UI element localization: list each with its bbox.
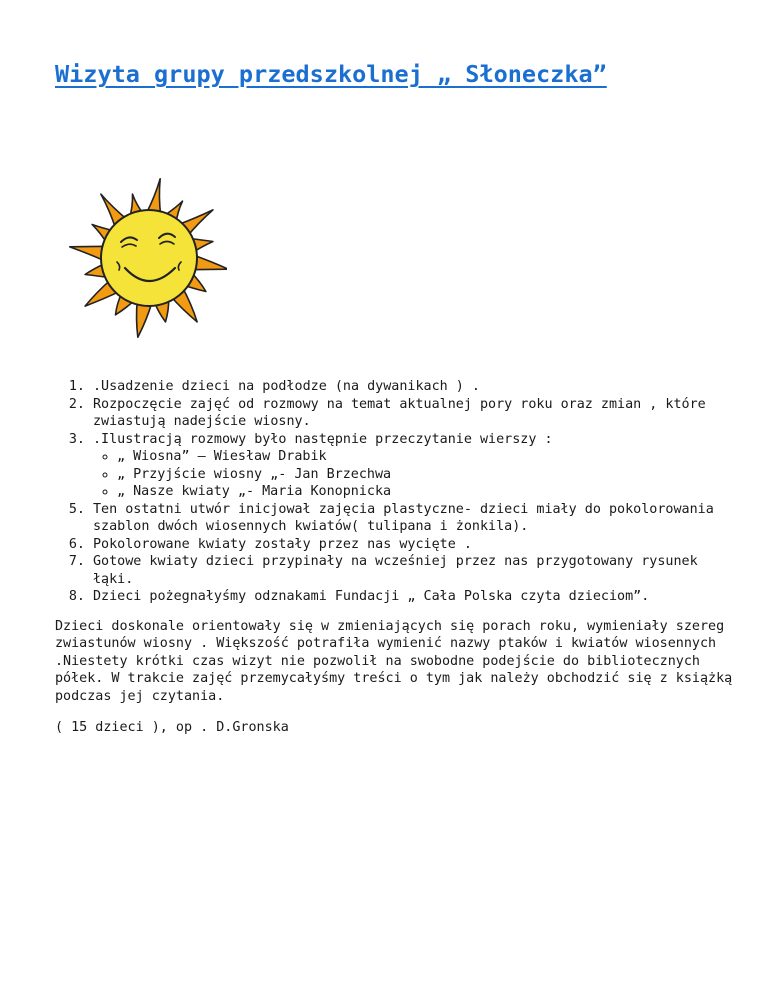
poem-item: ◦ „ Przyjście wiosny „- Jan Brzechwa (117, 466, 735, 484)
list-item: 2. Rozpoczęcie zajęć od rozmowy na temat aktualnej pory roku oraz zmian , które zwiastują nadejście wiosny. (93, 396, 735, 431)
signature: ( 15 dzieci ), op . D.Gronska (55, 720, 289, 735)
list-item: 1. .Usadzenie dzieci na podłodze (na dywanikach ) . (93, 378, 735, 396)
activity-list (55, 378, 735, 606)
list-item: 6. Pokolorowane kwiaty zostały przez nas wycięte . (93, 536, 735, 554)
poem-list (93, 448, 735, 501)
list-item-text: .Ilustracją rozmowy było następnie przeczytanie wierszy : (93, 431, 553, 447)
list-item: 7. Gotowe kwiaty dzieci przypinały na wcześniej przez nas przygotowany rysunek łąki. (93, 553, 735, 588)
poem-item: ◦ „ Nasze kwiaty „- Maria Konopnicka (117, 483, 735, 501)
main-content (55, 378, 735, 737)
poem-item: ◦ „ Wiosna” – Wiesław Drabik (117, 448, 735, 466)
summary-paragraph: Dzieci doskonale orientowały się w zmieniających się porach roku, wymieniały szereg zwiastunów wiosny . Większość potrafiła wymienić nazwy ptaków i kwiatów wiosennych .Niestety krótki czas wizyt nie pozwolił na swobodne podejście do bibliotecznych półek. W trakcie zajęć przemycałyśmy treści o tym jak należy obchodzić się z książką podczas jej czytania. (55, 618, 733, 704)
list-item: 5. Ten ostatni utwór inicjował zajęcia plastyczne- dzieci miały do pokolorowania szablon dwóch wiosennych kwiatów( tulipana i żonkila). (93, 501, 735, 536)
list-item (93, 431, 735, 501)
list-item: 8. Dzieci pożegnałyśmy odznakami Fundacji „ Cała Polska czyta dzieciom”. (93, 588, 735, 606)
smiling-sun-icon (67, 170, 227, 340)
page-title-link[interactable]: Wizyta grupy przedszkolnej „ Słoneczka” (55, 60, 607, 88)
